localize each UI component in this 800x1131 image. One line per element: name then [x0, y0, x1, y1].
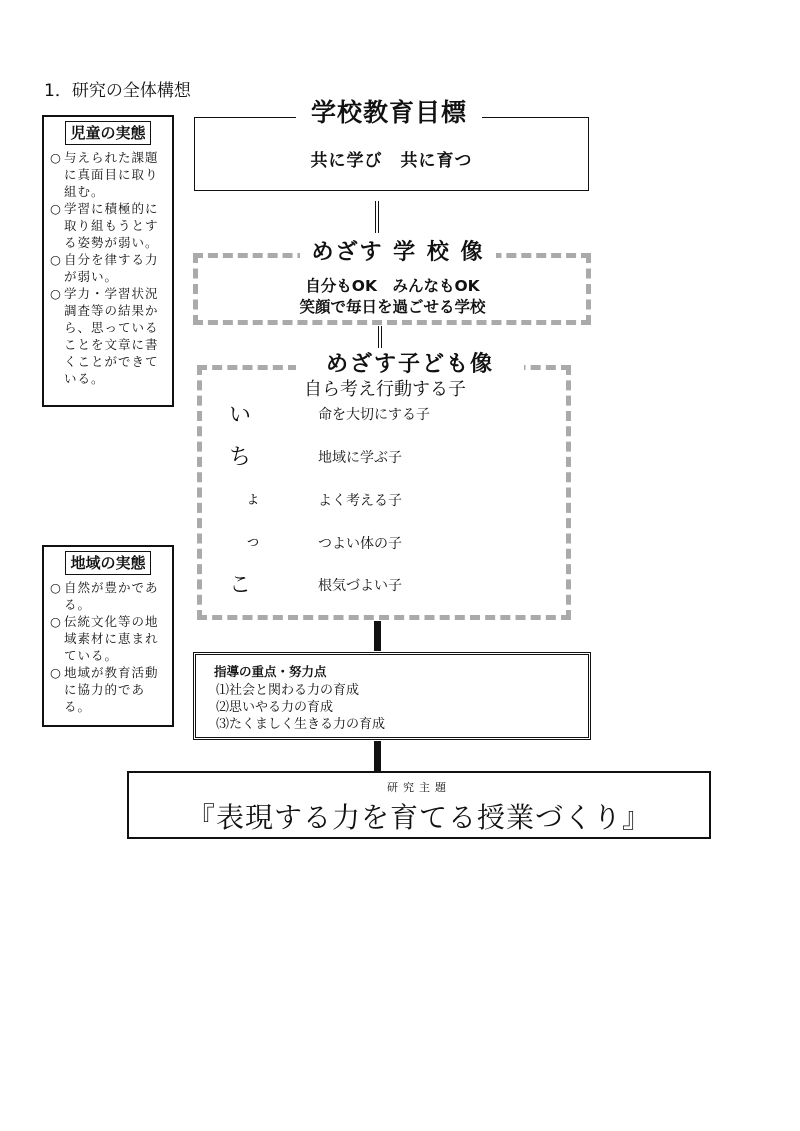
ideal-child-title: めざす子ども像: [296, 350, 524, 380]
children-status-box: [42, 115, 174, 407]
connector-line: [375, 201, 379, 233]
list-item-text: 与えられた課題に真面目に取り組む。: [64, 150, 159, 199]
connector-line: [374, 621, 381, 651]
ideal-school-line-2: 笑顔で毎日を過ごせる学校: [299, 298, 486, 316]
bullet-mark: ○: [50, 614, 62, 629]
acrostic-letter: ち: [228, 445, 251, 470]
list-item-text: 自然が豊かである。: [64, 580, 159, 612]
bullet-mark: ○: [50, 201, 62, 216]
list-item: [50, 664, 168, 715]
guidance-item: ⑶たくましく生きる力の育成: [216, 717, 386, 732]
acrostic-text: よく考える子: [318, 493, 402, 509]
acrostic-letter: ょ: [244, 488, 261, 507]
list-item: [50, 200, 168, 251]
acrostic-text: つよい体の子: [318, 536, 402, 552]
acrostic-text: 根気づよい子: [318, 578, 402, 594]
bullet-mark: ○: [50, 580, 62, 595]
children-status-heading: 児童の実態: [65, 121, 150, 145]
ideal-child-subtitle: 自ら考え行動する子: [304, 379, 466, 400]
list-item-text: 地域が教育活動に協力的である。: [64, 665, 159, 714]
list-item-text: 自分を律する力が弱い。: [64, 252, 159, 284]
guidance-heading: 指導の重点・努力点: [214, 664, 327, 679]
list-item: [50, 285, 168, 387]
section-title: 1．研究の全体構想: [44, 81, 191, 101]
acrostic-letter: っ: [244, 531, 261, 550]
school-goal-title: 学校教育目標: [296, 96, 482, 130]
bullet-mark: ○: [50, 286, 62, 301]
acrostic-text: 命を大切にする子: [318, 407, 430, 423]
connector-line: [378, 326, 382, 348]
list-item: [50, 613, 168, 664]
list-item: [50, 579, 168, 613]
acrostic-letter: こ: [228, 573, 251, 598]
bullet-mark: ○: [50, 665, 62, 680]
list-item-text: 学習に積極的に取り組もうとする姿勢が弱い。: [64, 201, 159, 250]
bullet-mark: ○: [50, 150, 62, 165]
research-theme-label: 研究主題: [387, 781, 451, 794]
acrostic-text: 地域に学ぶ子: [318, 450, 402, 466]
children-status-list: [44, 149, 172, 387]
list-item: [50, 251, 168, 285]
research-theme-text: 『表現する力を育てる授業づくり』: [186, 801, 651, 834]
ideal-school-line-1: 自分もOK みんなもOK: [305, 277, 480, 295]
list-item: [50, 149, 168, 200]
community-status-list: [44, 579, 172, 715]
connector-line: [374, 741, 381, 771]
ideal-school-title: めざす 学 校 像: [300, 238, 496, 268]
school-goal-subtitle: 共に学び 共に育つ: [310, 151, 473, 171]
list-item-text: 伝統文化等の地域素材に恵まれている。: [64, 614, 159, 663]
guidance-item: ⑵思いやる力の育成: [216, 700, 334, 715]
community-status-box: [42, 545, 174, 727]
list-item-text: 学力・学習状況調査等の結果から、思っていることを文章に書くことができている。: [64, 286, 159, 386]
guidance-item: ⑴社会と関わる力の育成: [216, 683, 360, 698]
community-status-heading: 地域の実態: [65, 551, 150, 575]
acrostic-letter: い: [228, 403, 251, 428]
bullet-mark: ○: [50, 252, 62, 267]
